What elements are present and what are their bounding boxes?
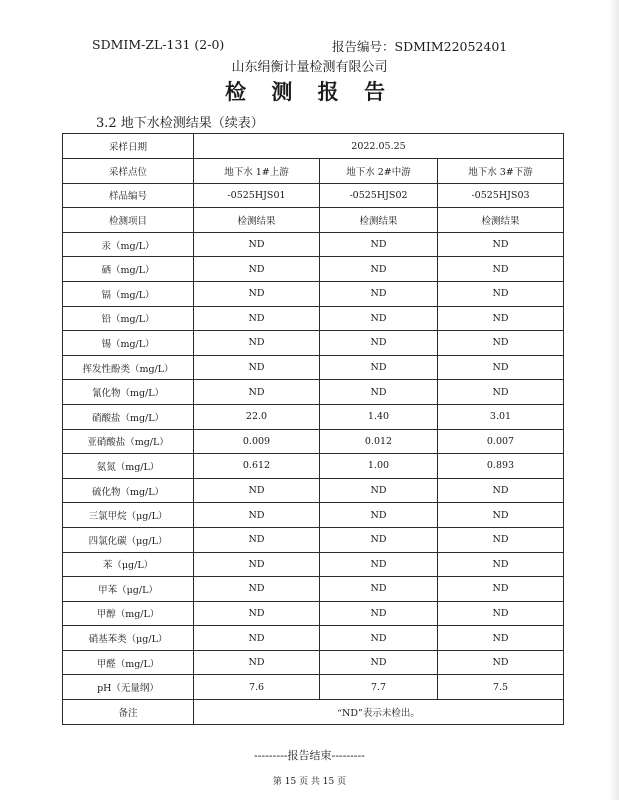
- table-row: [63, 380, 564, 405]
- parameter-name: 铅（mg/L）: [63, 306, 194, 331]
- result-value: ND: [320, 281, 438, 306]
- result-value: ND: [194, 577, 320, 602]
- parameter-name: 汞（mg/L）: [63, 232, 194, 257]
- result-value: ND: [320, 552, 438, 577]
- table-row: [63, 429, 564, 454]
- result-value: ND: [320, 503, 438, 528]
- table-row: [63, 257, 564, 282]
- result-value: ND: [320, 380, 438, 405]
- report-title: 检 测 报 告: [225, 79, 394, 104]
- sample-date-label: 采样日期: [63, 134, 194, 159]
- result-value: 22.0: [194, 404, 320, 429]
- result-value: ND: [194, 257, 320, 282]
- result-value: ND: [438, 232, 564, 257]
- result-value: 1.40: [320, 404, 438, 429]
- result-value: ND: [194, 552, 320, 577]
- result-value: ND: [438, 281, 564, 306]
- result-value: ND: [320, 331, 438, 356]
- report-end-marker: ---------报告结束---------: [254, 749, 365, 762]
- parameter-name: 硒（mg/L）: [63, 257, 194, 282]
- sample-id-1: -0525HJS01: [194, 183, 320, 208]
- sample-id-3: -0525HJS03: [438, 183, 564, 208]
- result-value: ND: [320, 478, 438, 503]
- parameter-name: pH（无量纲）: [63, 675, 194, 700]
- result-value: ND: [194, 232, 320, 257]
- result-value: ND: [438, 306, 564, 331]
- parameter-name: 四氯化碳（μg/L）: [63, 527, 194, 552]
- parameter-name: 氰化物（mg/L）: [63, 380, 194, 405]
- remark-value: “ND”表示未检出。: [194, 700, 564, 725]
- table-row: [63, 232, 564, 257]
- table-row: [63, 404, 564, 429]
- parameter-name: 硝酸盐（mg/L）: [63, 404, 194, 429]
- table-row: [63, 306, 564, 331]
- result-value: ND: [194, 331, 320, 356]
- result-value: ND: [194, 478, 320, 503]
- table-row-sample-date: [63, 134, 564, 159]
- result-value: ND: [320, 232, 438, 257]
- table-row: [63, 601, 564, 626]
- report-number: 报告编号：SDMIM22052401: [332, 39, 508, 54]
- result-value: 7.6: [194, 675, 320, 700]
- page-number: 第 15 页 共 15 页: [272, 777, 347, 787]
- table-row-sample-points: [63, 159, 564, 184]
- result-value: ND: [320, 257, 438, 282]
- result-value: ND: [320, 650, 438, 675]
- section-heading: 3.2 地下水检测结果（续表）: [96, 116, 264, 131]
- sample-point-1: 地下水 1#上游: [194, 159, 320, 184]
- result-value: ND: [194, 281, 320, 306]
- sample-point-label: 采样点位: [63, 159, 194, 184]
- result-value: ND: [194, 626, 320, 651]
- result-label-2: 检测结果: [320, 208, 438, 233]
- result-value: ND: [320, 355, 438, 380]
- table-row-remark: [63, 700, 564, 725]
- table-row: [63, 478, 564, 503]
- table-row: [63, 454, 564, 479]
- result-value: ND: [438, 552, 564, 577]
- parameter-name: 苯（μg/L）: [63, 552, 194, 577]
- table-row: [63, 331, 564, 356]
- result-value: 0.012: [320, 429, 438, 454]
- table-row: [63, 527, 564, 552]
- table-row: [63, 675, 564, 700]
- result-value: ND: [194, 650, 320, 675]
- result-value: ND: [438, 577, 564, 602]
- sample-id-label: 样品编号: [63, 183, 194, 208]
- parameter-name: 锡（mg/L）: [63, 331, 194, 356]
- result-label-3: 检测结果: [438, 208, 564, 233]
- parameter-name: 镉（mg/L）: [63, 281, 194, 306]
- page-edge-shadow: [609, 0, 619, 800]
- parameter-name: 硝基苯类（μg/L）: [63, 626, 194, 651]
- result-value: 0.893: [438, 454, 564, 479]
- result-value: 1.00: [320, 454, 438, 479]
- parameter-name: 亚硝酸盐（mg/L）: [63, 429, 194, 454]
- table-row: [63, 281, 564, 306]
- result-value: 0.009: [194, 429, 320, 454]
- table-row-sample-ids: [63, 183, 564, 208]
- result-value: ND: [320, 577, 438, 602]
- result-value: ND: [320, 626, 438, 651]
- result-value: 7.5: [438, 675, 564, 700]
- result-value: ND: [438, 478, 564, 503]
- sample-point-3: 地下水 3#下游: [438, 159, 564, 184]
- table-row: [63, 626, 564, 651]
- result-value: ND: [438, 503, 564, 528]
- table-row: [63, 355, 564, 380]
- result-value: ND: [438, 527, 564, 552]
- table-row-column-headers: [63, 208, 564, 233]
- result-value: ND: [194, 355, 320, 380]
- result-value: ND: [194, 380, 320, 405]
- parameter-name: 挥发性酚类（mg/L）: [63, 355, 194, 380]
- parameter-name: 氨氮（mg/L）: [63, 454, 194, 479]
- result-value: ND: [194, 306, 320, 331]
- result-value: ND: [438, 601, 564, 626]
- table-row: [63, 577, 564, 602]
- result-value: ND: [438, 331, 564, 356]
- result-value: ND: [320, 527, 438, 552]
- result-value: 7.7: [320, 675, 438, 700]
- table-row: [63, 650, 564, 675]
- result-value: ND: [320, 601, 438, 626]
- document-code: SDMIM-ZL-131 (2-0): [92, 37, 225, 52]
- result-value: 0.612: [194, 454, 320, 479]
- result-value: ND: [194, 601, 320, 626]
- result-value: ND: [438, 380, 564, 405]
- result-value: 3.01: [438, 404, 564, 429]
- parameter-name: 硫化物（mg/L）: [63, 478, 194, 503]
- parameter-name: 三氯甲烷（μg/L）: [63, 503, 194, 528]
- item-label: 检测项目: [63, 208, 194, 233]
- result-value: ND: [438, 650, 564, 675]
- groundwater-results-table: [62, 133, 564, 725]
- result-label-1: 检测结果: [194, 208, 320, 233]
- parameter-name: 甲苯（μg/L）: [63, 577, 194, 602]
- parameter-name: 甲醛（mg/L）: [63, 650, 194, 675]
- parameter-name: 甲醇（mg/L）: [63, 601, 194, 626]
- result-value: ND: [438, 355, 564, 380]
- remark-label: 备注: [63, 700, 194, 725]
- sample-id-2: -0525HJS02: [320, 183, 438, 208]
- result-value: ND: [194, 503, 320, 528]
- result-value: ND: [320, 306, 438, 331]
- sample-point-2: 地下水 2#中游: [320, 159, 438, 184]
- table-row: [63, 503, 564, 528]
- result-value: ND: [438, 257, 564, 282]
- result-value: ND: [194, 527, 320, 552]
- sample-date-value: 2022.05.25: [194, 134, 564, 159]
- result-value: ND: [438, 626, 564, 651]
- company-name: 山东绢衡计量检测有限公司: [231, 60, 388, 75]
- table-row: [63, 552, 564, 577]
- result-value: 0.007: [438, 429, 564, 454]
